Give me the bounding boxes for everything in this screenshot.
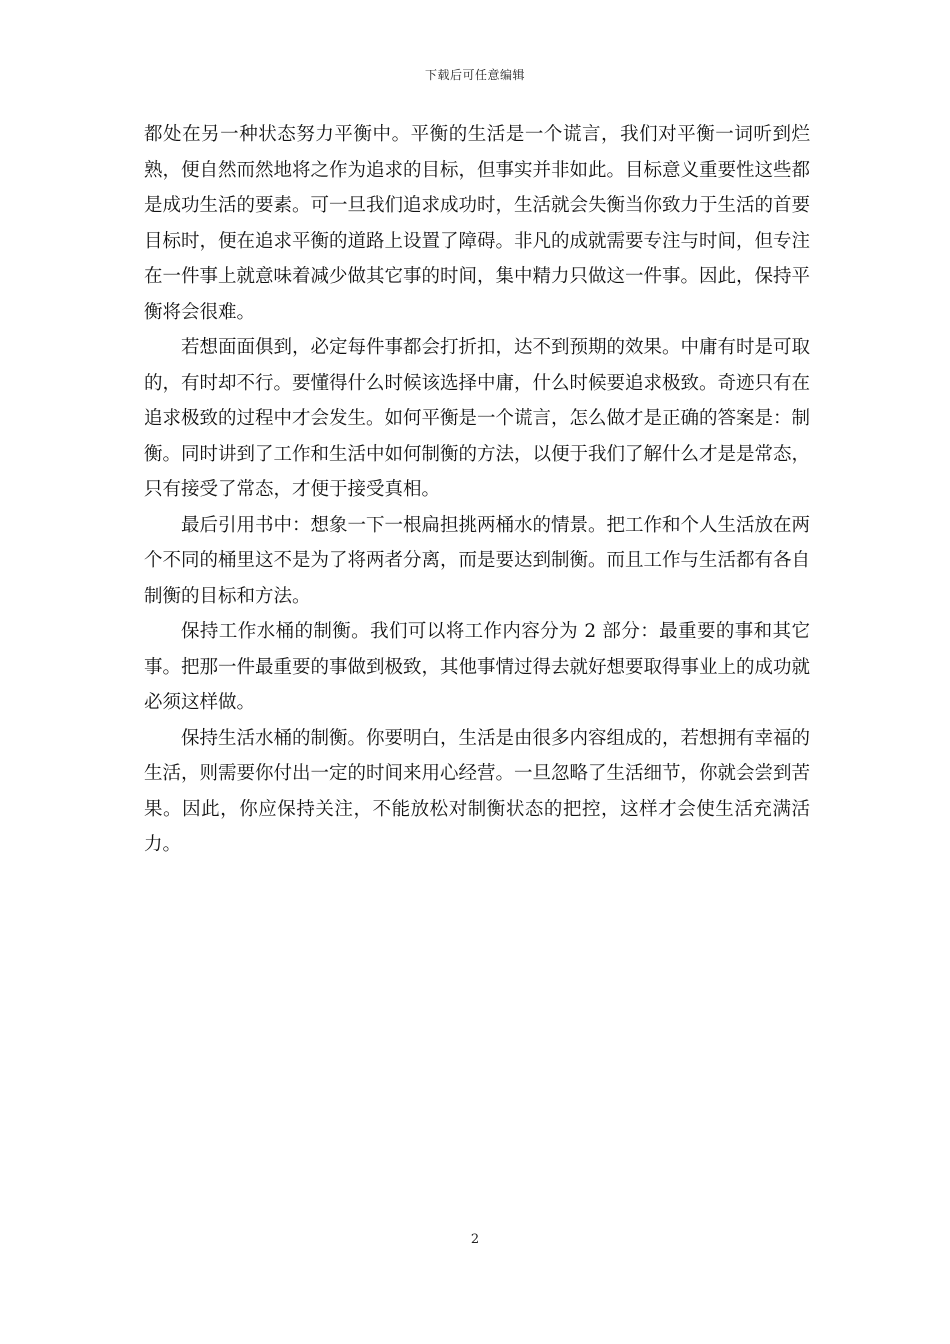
paragraph: 保持生活水桶的制衡。你要明白，生活是由很多内容组成的，若想拥有幸福的生活，则需要你付出一定的时间来用心经营。一旦忽略了生活细节，你就会尝到苦果。因此，你应保持关注，不能放松对制衡状态的把控，这样才会使生活充满活力。 [144,727,811,855]
paragraph: 最后引用书中：想象一下一根扁担挑两桶水的情景。把工作和个人生活放在两个不同的桶里这不是为了将两者分离，而是要达到制衡。而且工作与生活都有各自制衡的目标和方法。 [144,514,811,607]
paragraph-continued: 都处在另一种状态努力平衡中。平衡的生活是一个谎言，我们对平衡一词听到烂熟，便自然而然地将之作为追求的目标，但事实并非如此。目标意义重要性这些都是成功生活的要素。可一旦我们追求成功时，生活就会失衡当你致力于生活的首要目标时，便在追求平衡的道路上设置了障碍。非凡的成就需要专注与时间，但专注在一件事上就意味着减少做其它事的时间，集中精力只做这一件事。因此，保持平衡将会很难。 [144,124,811,323]
page-number: 2 [470,1232,480,1247]
document-body [144,117,810,863]
paragraph: 若想面面俱到，必定每件事都会打折扣，达不到预期的效果。中庸有时是可取的，有时却不行。要懂得什么时候该选择中庸，什么时候要追求极致。奇迹只有在追求极致的过程中才会发生。如何平衡是一个谎言，怎么做才是正确的答案是：制衡。同时讲到了工作和生活中如何制衡的方法，以便于我们了解什么才是是常态，只有接受了常态，才便于接受真相。 [144,337,811,500]
page-header: 下载后可任意编辑 [424,68,525,82]
paragraph: 保持工作水桶的制衡。我们可以将工作内容分为 2 部分：最重要的事和其它事。把那一件最重要的事做到极致，其他事情过得去就好想要取得事业上的成功就必须这样做。 [144,621,811,713]
